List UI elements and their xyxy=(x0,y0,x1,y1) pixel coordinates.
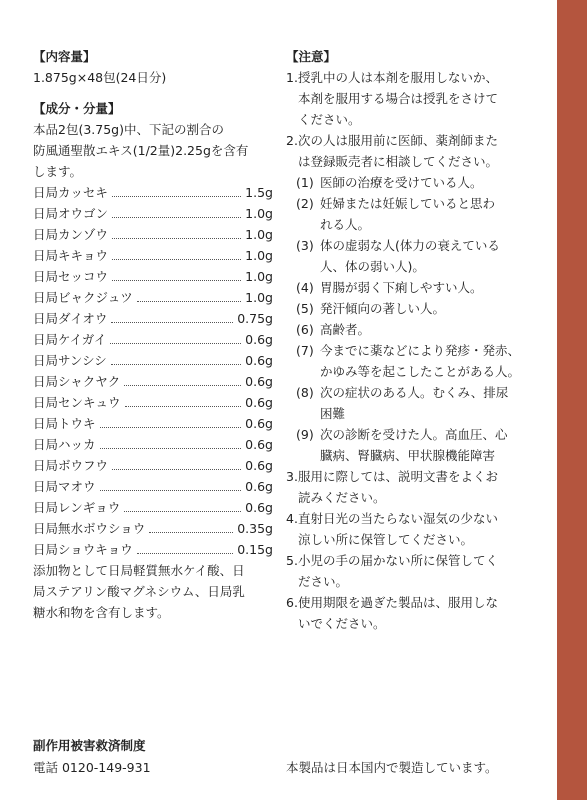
ingredient-row xyxy=(33,182,273,203)
additives-line: 局ステアリン酸マグネシウム、日局乳 xyxy=(33,584,245,599)
ingredient-name: 日局セッコウ xyxy=(33,269,109,284)
ingredient-row xyxy=(33,329,273,350)
subitem-line: 発汗傾向の著しい人。 xyxy=(320,301,446,316)
caution-line: 服用に際しては、説明文書をよくお xyxy=(297,469,498,484)
ingredients-intro-line: 防風通聖散エキス(1/2量)2.25gを含有 xyxy=(33,143,249,158)
ingredient-row xyxy=(33,476,273,497)
caution-line: 使用期限を過ぎた製品は、服用しな xyxy=(297,595,498,610)
caution-line: 涼しい所に保管してください。 xyxy=(297,532,473,547)
ingredient-amount: 1.0g xyxy=(245,206,273,221)
subitem-line: 胃腸が弱く下痢しやすい人。 xyxy=(320,280,483,295)
subitem-line: 次の症状のある人。むくみ、排尿 xyxy=(320,385,509,400)
ingredient-amount: 0.6g xyxy=(245,353,273,368)
caution-line: 読みください。 xyxy=(297,490,386,505)
ingredient-row xyxy=(33,434,273,455)
ingredient-amount: 0.6g xyxy=(245,458,273,473)
ingredient-name: 日局ケイガイ xyxy=(33,332,107,347)
caution-line: 本剤を服用する場合は授乳をさけて xyxy=(297,91,498,106)
ingredient-row xyxy=(33,266,273,287)
ingredient-name: 日局サンシシ xyxy=(33,353,107,368)
caution-subitem xyxy=(286,235,536,277)
caution-item xyxy=(286,550,536,592)
content-amount: 1.875g×48包(24日分) xyxy=(33,70,167,85)
ingredients-heading: 【成分・分量】 xyxy=(33,101,121,116)
ingredients-intro-line: します。 xyxy=(33,164,83,179)
caution-number: 2. xyxy=(286,133,298,148)
ingredient-row xyxy=(33,224,273,245)
ingredient-amount: 0.15g xyxy=(237,542,273,557)
caution-subitem xyxy=(286,340,536,382)
ingredient-row xyxy=(33,518,273,539)
caution-subitem xyxy=(286,298,536,319)
caution-number: 3. xyxy=(286,469,298,484)
subitem-line: 次の診断を受けた人。高血圧、心 xyxy=(320,427,508,442)
caution-line: ださい。 xyxy=(297,574,348,589)
relief-phone: 電話 0120-149-931 xyxy=(33,760,151,775)
ingredient-name: 日局レンギョウ xyxy=(33,500,121,515)
ingredient-name: 日局ダイオウ xyxy=(33,311,108,326)
ingredient-amount: 0.6g xyxy=(245,416,273,431)
ingredient-row xyxy=(33,455,273,476)
ingredient-amount: 1.5g xyxy=(245,185,273,200)
relief-system-block xyxy=(33,735,151,779)
ingredient-row xyxy=(33,308,273,329)
subitem-number: (1) xyxy=(296,175,314,190)
ingredient-name: 日局無水ボウショウ xyxy=(33,521,146,536)
ingredient-name: 日局センキュウ xyxy=(33,395,121,410)
caution-number: 6. xyxy=(286,595,298,610)
ingredient-amount: 1.0g xyxy=(245,269,273,284)
subitem-number: (9) xyxy=(296,427,314,442)
additives-line: 糖水和物を含有します。 xyxy=(33,605,170,620)
side-color-stripe xyxy=(557,0,587,800)
ingredients-intro-line: 本品2包(3.75g)中、下記の割合の xyxy=(33,122,224,137)
subitem-line: 今までに薬などにより発疹・発赤、 xyxy=(320,343,521,358)
ingredient-name: 日局オウゴン xyxy=(33,206,109,221)
caution-subitem xyxy=(286,193,536,235)
ingredient-name: 日局カンゾウ xyxy=(33,227,109,242)
ingredient-amount: 1.0g xyxy=(245,227,273,242)
right-column xyxy=(286,46,536,634)
ingredient-amount: 1.0g xyxy=(245,248,273,263)
caution-line: いでください。 xyxy=(297,616,386,631)
ingredient-row xyxy=(33,203,273,224)
subitem-number: (8) xyxy=(296,385,314,400)
caution-number: 1. xyxy=(286,70,298,85)
subitem-line: 医師の治療を受けている人。 xyxy=(320,175,483,190)
ingredient-row xyxy=(33,413,273,434)
ingredient-amount: 0.35g xyxy=(237,521,273,536)
caution-number: 5. xyxy=(286,553,298,568)
subitem-line: 妊婦または妊娠していると思わ xyxy=(320,196,496,211)
caution-item xyxy=(286,67,536,130)
ingredient-amount: 0.6g xyxy=(245,500,273,515)
ingredient-name: 日局キキョウ xyxy=(33,248,109,263)
ingredient-name: 日局シャクヤク xyxy=(33,374,121,389)
ingredient-amount: 0.6g xyxy=(245,395,273,410)
ingredient-name: 日局トウキ xyxy=(33,416,96,431)
subitem-number: (4) xyxy=(296,280,314,295)
ingredient-amount: 1.0g xyxy=(245,290,273,305)
ingredient-row xyxy=(33,287,273,308)
relief-system-title: 副作用被害救済制度 xyxy=(33,738,146,753)
ingredient-name: 日局ハッカ xyxy=(33,437,96,452)
content-heading: 【内容量】 xyxy=(33,49,96,64)
caution-item xyxy=(286,130,536,172)
subitem-line: 人、体の弱い人)。 xyxy=(320,259,425,274)
caution-item xyxy=(286,592,536,634)
subitem-number: (3) xyxy=(296,238,314,253)
ingredient-name: 日局ビャクジュツ xyxy=(33,290,133,305)
caution-heading: 【注意】 xyxy=(286,49,337,64)
subitem-line: かゆみ等を起こしたことがある人。 xyxy=(320,364,521,379)
ingredient-amount: 0.6g xyxy=(245,479,273,494)
ingredient-amount: 0.6g xyxy=(245,332,273,347)
ingredient-row xyxy=(33,539,273,560)
subitem-number: (6) xyxy=(296,322,314,337)
caution-subitem xyxy=(286,319,536,340)
subitem-line: 高齢者。 xyxy=(320,322,371,337)
subitem-number: (5) xyxy=(296,301,314,316)
left-column xyxy=(33,46,273,623)
subitem-line: 体の虚弱な人(体力の衰えている xyxy=(320,238,500,253)
ingredient-row xyxy=(33,497,273,518)
subitem-number: (7) xyxy=(296,343,314,358)
made-in-japan-note: 本製品は日本国内で製造しています。 xyxy=(286,760,498,775)
caution-subitem xyxy=(286,277,536,298)
ingredient-amount: 0.6g xyxy=(245,437,273,452)
caution-line: 小児の手の届かない所に保管してく xyxy=(297,553,498,568)
caution-subitem xyxy=(286,172,536,193)
ingredient-name: 日局ショウキョウ xyxy=(33,542,133,557)
ingredient-row xyxy=(33,350,273,371)
subitem-number: (2) xyxy=(296,196,314,211)
caution-number: 4. xyxy=(286,511,298,526)
caution-line: は登録販売者に相談してください。 xyxy=(297,154,498,169)
subitem-line: れる人。 xyxy=(320,217,371,232)
ingredient-row xyxy=(33,392,273,413)
ingredient-name: 日局カッセキ xyxy=(33,185,108,200)
caution-subitem xyxy=(286,382,536,424)
ingredient-row xyxy=(33,371,273,392)
caution-item xyxy=(286,508,536,550)
subitem-line: 臓病、腎臓病、甲状腺機能障害 xyxy=(320,448,496,463)
ingredient-name: 日局ボウフウ xyxy=(33,458,109,473)
ingredient-row xyxy=(33,245,273,266)
ingredient-name: 日局マオウ xyxy=(33,479,96,494)
ingredient-amount: 0.75g xyxy=(237,311,273,326)
caution-line: 直射日光の当たらない湿気の少ない xyxy=(297,511,498,526)
caution-line: 次の人は服用前に医師、薬剤師また xyxy=(297,133,498,148)
caution-item xyxy=(286,466,536,508)
caution-subitem xyxy=(286,424,536,466)
ingredient-list xyxy=(33,182,273,560)
caution-line: 授乳中の人は本剤を服用しないか、 xyxy=(297,70,498,85)
subitem-line: 困難 xyxy=(320,406,346,421)
ingredient-amount: 0.6g xyxy=(245,374,273,389)
additives-line: 添加物として日局軽質無水ケイ酸、日 xyxy=(33,563,245,578)
caution-line: ください。 xyxy=(297,112,361,127)
